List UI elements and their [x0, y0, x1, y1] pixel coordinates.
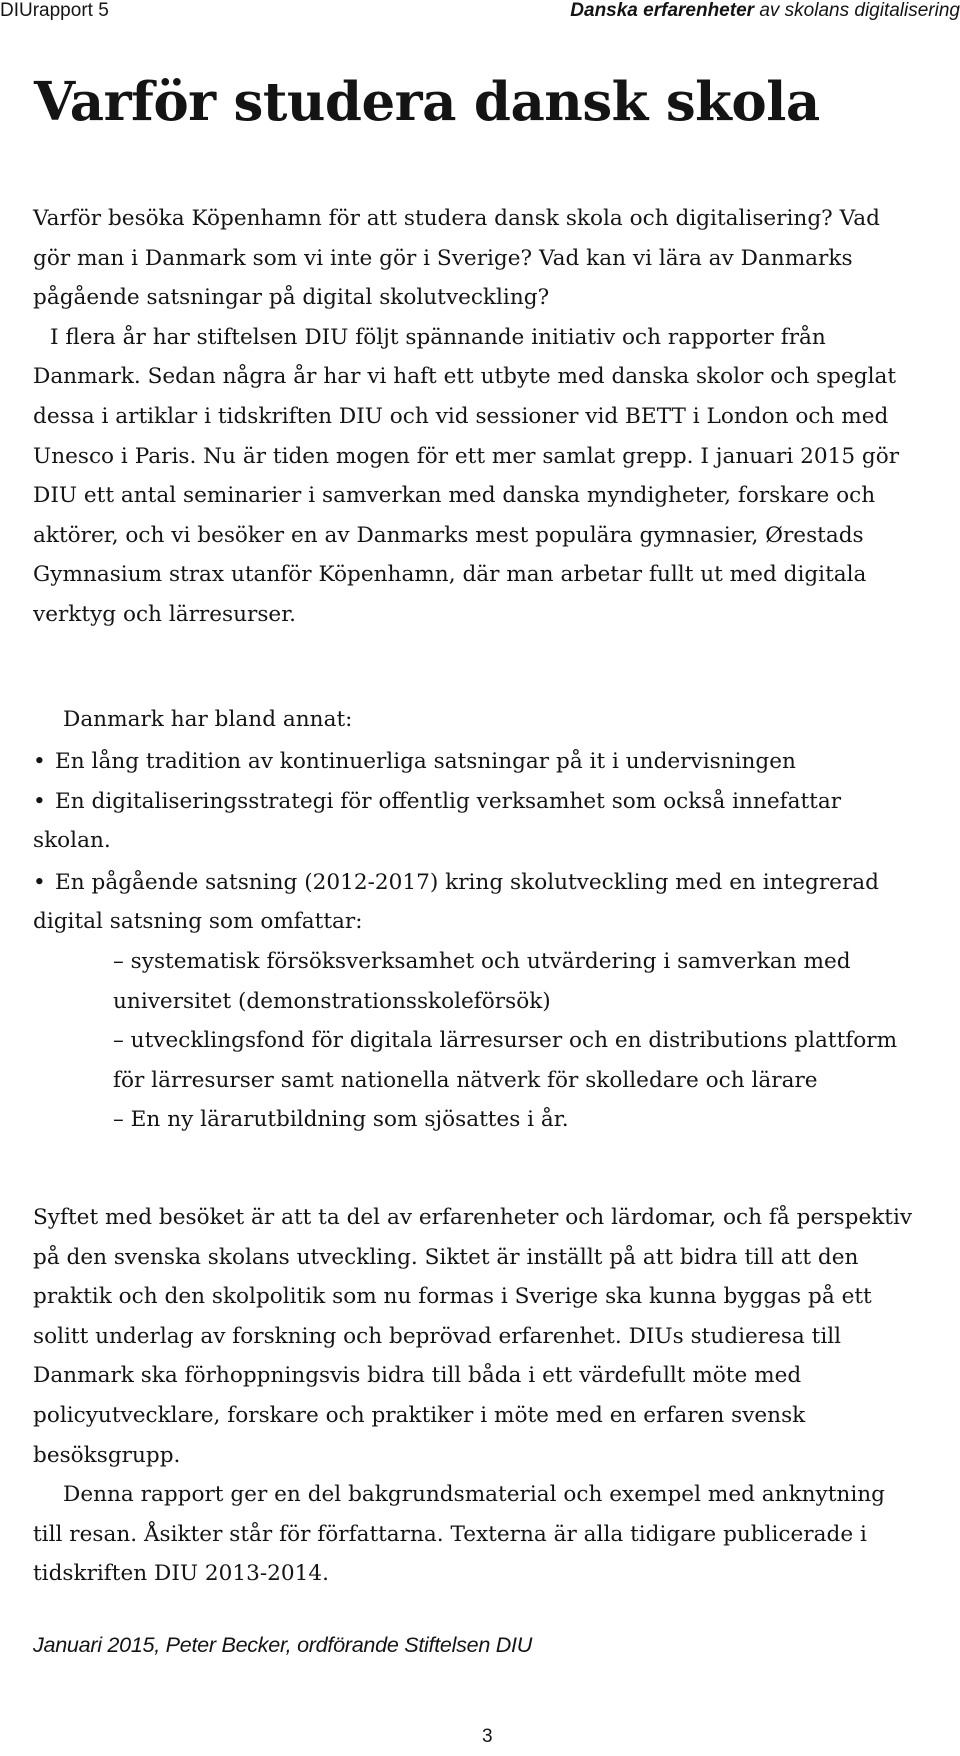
list-item	[33, 742, 923, 782]
outro-paragraph-1: Syftet med besöket är att ta del av erfarenheter och lärdomar, och få perspektiv på den svenska skolans utveckling. Siktet är inställt på att bidra till att den praktik och den skolpolitik som nu formas i Sverige ska kunna byggas på ett solitt underlag av forskning och beprövad erfarenhet. DIUs studieresa till Danmark ska förhoppningsvis bidra till båda i ett värdefullt möte med policyutvecklare, forskare och praktiker i möte med en erfaren svensk besöksgrupp.	[33, 1205, 913, 1468]
intro-paragraph-1: Varför besöka Köpenhamn för att studera dansk skola och digitalisering? Vad gör man i Danmark som vi inte gör i Sverige? Vad kan vi lära av Danmarks pågående satsningar på digital skolutveckling?	[33, 206, 880, 311]
outro-section	[33, 1198, 913, 1594]
signature: Januari 2015, Peter Becker, ordförande Stiftelsen DIU	[33, 1632, 533, 1657]
list-item-text: En lång tradition av kontinuerliga satsningar på it i undervisningen	[55, 749, 796, 774]
running-header-bold: Danska erfarenheter	[570, 0, 755, 21]
list-item-text: En digitaliseringsstrategi för offentlig verksamhet som också innefattar skolan.	[33, 788, 842, 854]
list-item	[33, 863, 923, 1140]
intro-section	[33, 199, 913, 635]
running-header-rest: av skolans digitalisering	[754, 0, 960, 21]
page-title: Varför studera dansk skola	[34, 71, 820, 133]
list-lead: Danmark har bland annat:	[63, 707, 353, 732]
sub-list	[33, 942, 903, 1140]
bullet-icon: •	[33, 869, 46, 895]
bullet-icon: •	[33, 749, 46, 774]
running-header-right	[570, 0, 960, 22]
list-item-text: En pågående satsning (2012-2017) kring skolutveckling med en integrerad digital satsning som omfattar:	[33, 869, 879, 935]
bullet-icon: •	[33, 788, 46, 814]
intro-paragraph-2: I flera år har stiftelsen DIU följt spännande initiativ och rapporter från Danmark. Sedan några år har vi haft ett utbyte med danska skolor och speglat dessa i artiklar i tidskriften DIU och vid sessioner vid BETT i London och med Unesco i Paris. Nu är tiden mogen för ett mer samlat grepp. I januari 2015 gör DIU ett antal seminarier i samverkan med danska myndigheter, forskare och aktörer, och vi besöker en av Danmarks mest populära gymnasier, Ørestads Gymnasium strax utanför Köpenhamn, där man arbetar fullt ut med digitala verktyg och lärresurser.	[33, 324, 900, 627]
sub-list-item: – systematisk försöksverksamhet och utvärdering i samverkan med universitet (demonstrationsskoleförsök)	[113, 948, 851, 1014]
page-number: 3	[482, 1726, 493, 1747]
sub-list-item: – utvecklingsfond för digitala lärresurser och en distributions plattform för lärresurser samt nationella nätverk för skolledare och lärare	[113, 1028, 898, 1093]
running-header-left: DIUrapport 5	[0, 0, 109, 21]
list-item	[33, 782, 923, 861]
sub-list-item: – En ny lärarutbildning som sjösattes i år.	[113, 1107, 569, 1133]
outro-paragraph-2: Denna rapport ger en del bakgrundsmaterial och exempel med anknytning till resan. Åsikter står för författarna. Texterna är alla tidigare publicerade i tidskriften DIU 2013-2014.	[33, 1482, 885, 1587]
bullet-list	[33, 742, 923, 1140]
